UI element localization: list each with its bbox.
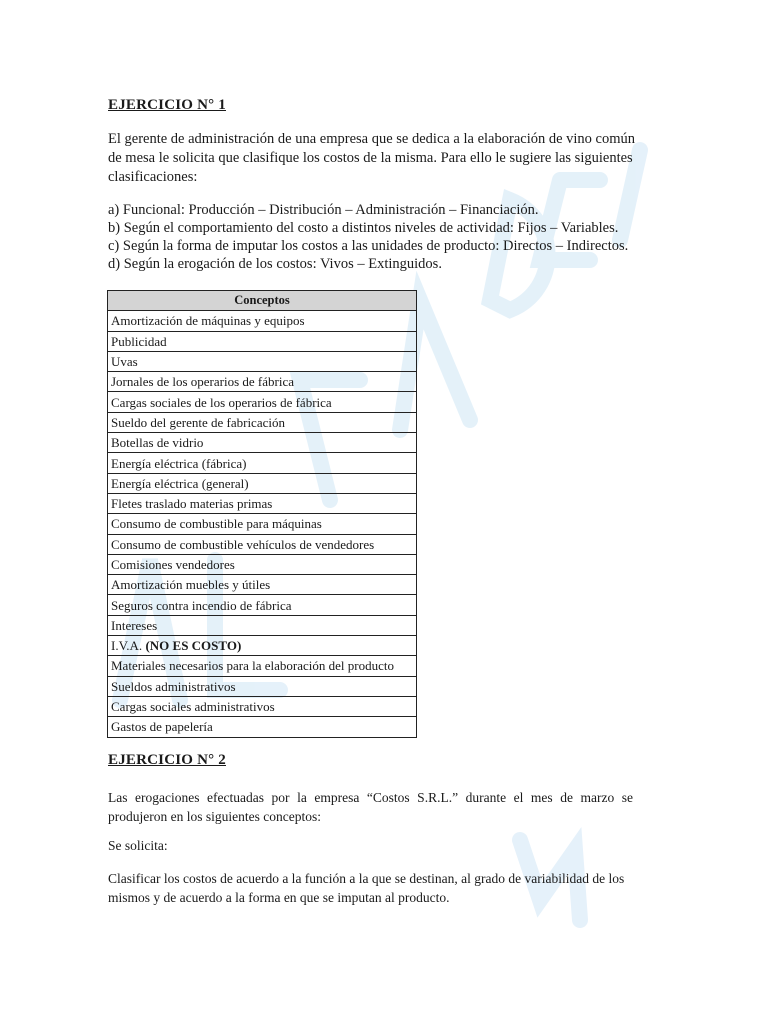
request-text: Clasificar los costos de acuerdo a la función a la que se destinan, al grado de variabilidad de los mismos y de acuerdo a la forma en que se imputan al producto.: [108, 871, 625, 905]
classification-a: a) Funcional: Producción – Distribución – Administración – Financiación.: [108, 202, 539, 218]
table-cell: Energía eléctrica (general): [108, 473, 417, 493]
table-row: [108, 433, 417, 453]
table-header-row: [108, 291, 417, 311]
table-cell: Consumo de combustible vehículos de vendedores: [108, 534, 417, 554]
table-row: [108, 351, 417, 371]
exercise-2-request-label: [108, 836, 638, 855]
table-cell: Consumo de combustible para máquinas: [108, 514, 417, 534]
table-cell: Seguros contra incendio de fábrica: [108, 595, 417, 615]
table-row: [108, 331, 417, 351]
table-row: [108, 412, 417, 432]
table-row: [108, 676, 417, 696]
classification-d: d) Según la erogación de los costos: Vivos – Extinguidos.: [108, 256, 442, 272]
table-row: [108, 392, 417, 412]
table-row: [108, 493, 417, 513]
table-cell: Jornales de los operarios de fábrica: [108, 372, 417, 392]
table-cell: Amortización muebles y útiles: [108, 575, 417, 595]
classification-b: b) Según el comportamiento del costo a distintos niveles de actividad: Fijos – Variables.: [108, 220, 619, 236]
request-label-text: Se solicita:: [108, 838, 168, 853]
table-row: [108, 372, 417, 392]
table-row: [108, 656, 417, 676]
table-cell: Amortización de máquinas y equipos: [108, 311, 417, 331]
table-row: [108, 575, 417, 595]
exercise-1-heading: EJERCICIO N° 1: [108, 97, 226, 113]
table-row: [108, 514, 417, 534]
table-row: [108, 615, 417, 635]
exercise-2-intro: [108, 788, 633, 826]
table-cell: Gastos de papelería: [108, 717, 417, 737]
table-cell-iva: [108, 636, 417, 656]
table-row: [108, 595, 417, 615]
table-cell: Sueldos administrativos: [108, 676, 417, 696]
table-cell: Botellas de vidrio: [108, 433, 417, 453]
table-header-conceptos: Conceptos: [108, 291, 417, 311]
table-cell: Materiales necesarios para la elaboración del producto: [108, 656, 417, 676]
exercise-1-intro: [108, 130, 638, 187]
table-cell: Energía eléctrica (fábrica): [108, 453, 417, 473]
table-row: [108, 473, 417, 493]
iva-label: I.V.A.: [111, 638, 146, 654]
table-cell: Comisiones vendedores: [108, 554, 417, 574]
table-row-iva: [108, 636, 417, 656]
table-row: [108, 311, 417, 331]
table-cell: Cargas sociales de los operarios de fábrica: [108, 392, 417, 412]
exercise-2-request: [108, 869, 633, 907]
table-cell: Uvas: [108, 351, 417, 371]
table-row: [108, 453, 417, 473]
table-row: [108, 534, 417, 554]
table-cell: Fletes traslado materias primas: [108, 493, 417, 513]
table-cell: Sueldo del gerente de fabricación: [108, 412, 417, 432]
classification-c: c) Según la forma de imputar los costos a las unidades de producto: Directos – Indirectos.: [108, 238, 629, 254]
iva-note: (NO ES COSTO): [145, 638, 242, 654]
concepts-table: [107, 290, 417, 738]
table-row: [108, 696, 417, 716]
exercise-2-heading: EJERCICIO N° 2: [108, 752, 226, 768]
table-cell: Cargas sociales administrativos: [108, 696, 417, 716]
exercise-1-intro-text: El gerente de administración de una empresa que se dedica a la elaboración de vino común de mesa le solicita que clasifique los costos de la misma. Para ello le sugiere las siguientes clasificaciones:: [108, 131, 636, 185]
classification-list: [108, 201, 668, 273]
table-row: [108, 554, 417, 574]
table-cell: Intereses: [108, 615, 417, 635]
exercise-2-intro-text: Las erogaciones efectuadas por la empresa “Costos S.R.L.” durante el mes de marzo se produjeron en los siguientes conceptos:: [108, 790, 633, 824]
table-row: [108, 717, 417, 737]
table-cell: Publicidad: [108, 331, 417, 351]
